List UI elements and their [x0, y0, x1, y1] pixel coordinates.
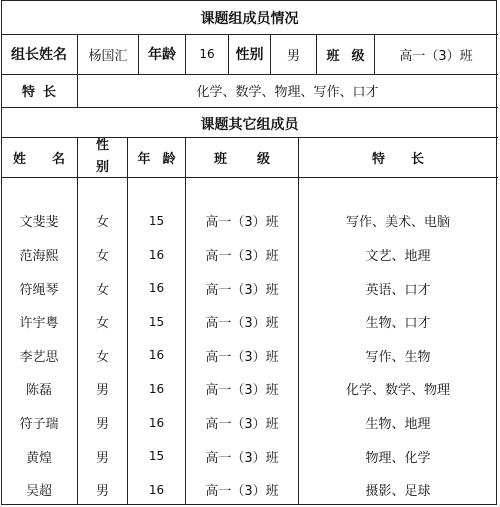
- member-specialty: 英语、口才: [365, 282, 431, 298]
- member-class: 高一（3）班: [205, 417, 279, 433]
- member-name: 文斐斐: [19, 215, 59, 231]
- member-specialty: 生物、地理: [365, 417, 431, 433]
- member-age: 15: [148, 314, 165, 329]
- member-name: 黄煌: [25, 450, 52, 466]
- member-age: 15: [148, 213, 165, 228]
- member-gender: 男: [95, 417, 109, 433]
- member-class: 高一（3）班: [205, 215, 279, 231]
- member-gender: 女: [95, 215, 109, 231]
- member-age: 16: [148, 482, 165, 497]
- member-age: 16: [148, 415, 165, 430]
- member-info-sheet: [1, 0, 498, 506]
- header-age: 年 龄: [137, 151, 176, 167]
- header-name: 姓 名: [13, 151, 65, 167]
- member-gender: 女: [95, 316, 109, 332]
- member-specialty: 化学、数学、物理: [345, 383, 450, 399]
- member-class: 高一（3）班: [205, 450, 279, 466]
- member-name: 许宇粤: [19, 316, 59, 332]
- leader-age: 16: [199, 47, 215, 61]
- member-specialty: 文艺、地理: [365, 249, 431, 265]
- member-specialty: 写作、生物: [365, 349, 431, 365]
- member-gender: 女: [95, 282, 109, 298]
- member-name: 吴超: [25, 484, 52, 500]
- leader-name-label: 组长姓名: [11, 47, 67, 63]
- leader-name: 杨国汇: [88, 48, 128, 64]
- member-name: 李艺思: [19, 349, 59, 365]
- member-gender: 男: [95, 484, 109, 500]
- member-class: 高一（3）班: [205, 484, 279, 500]
- member-specialty: 生物、口才: [365, 316, 431, 332]
- member-gender: 女: [95, 349, 109, 365]
- member-name: 范海熙: [19, 249, 59, 265]
- header-gender: 性 别: [95, 138, 109, 175]
- divider: [1, 107, 498, 108]
- member-age: 15: [148, 449, 165, 464]
- leader-specialty: 化学、数学、物理、写作、口才: [196, 85, 379, 100]
- member-name: 符子瑞: [19, 417, 59, 433]
- leader-age-label: 年龄: [148, 47, 176, 63]
- header-class: 班 级: [214, 151, 270, 167]
- member-age: 16: [148, 247, 165, 262]
- member-gender: 男: [95, 450, 109, 466]
- member-specialty: 写作、美术、电脑: [345, 215, 450, 231]
- member-class: 高一（3）班: [205, 349, 279, 365]
- member-age: 16: [148, 281, 165, 296]
- member-class: 高一（3）班: [205, 249, 279, 265]
- section-title-members: 课题其它组成员: [200, 117, 299, 133]
- member-gender: 男: [95, 383, 109, 399]
- member-age: 16: [148, 381, 165, 396]
- member-age: 16: [148, 348, 165, 363]
- header-specialty: 特 长: [372, 151, 424, 167]
- member-specialty: 物理、化学: [365, 450, 431, 466]
- member-class: 高一（3）班: [205, 383, 279, 399]
- member-name: 陈磊: [25, 383, 52, 399]
- member-class: 高一（3）班: [205, 282, 279, 298]
- member-gender: 女: [95, 249, 109, 265]
- section-title-leader: 课题组成员情况: [200, 11, 299, 27]
- leader-class: 高一（3）班: [399, 48, 473, 64]
- leader-gender: 男: [286, 48, 300, 64]
- member-specialty: 摄影、足球: [365, 484, 431, 500]
- specialty-label: 特 长: [22, 85, 56, 100]
- member-name: 符绳琴: [19, 282, 59, 298]
- leader-class-label: 班 级: [326, 48, 365, 64]
- divider: [1, 177, 498, 178]
- member-class: 高一（3）班: [205, 316, 279, 332]
- leader-gender-label: 性别: [235, 47, 264, 63]
